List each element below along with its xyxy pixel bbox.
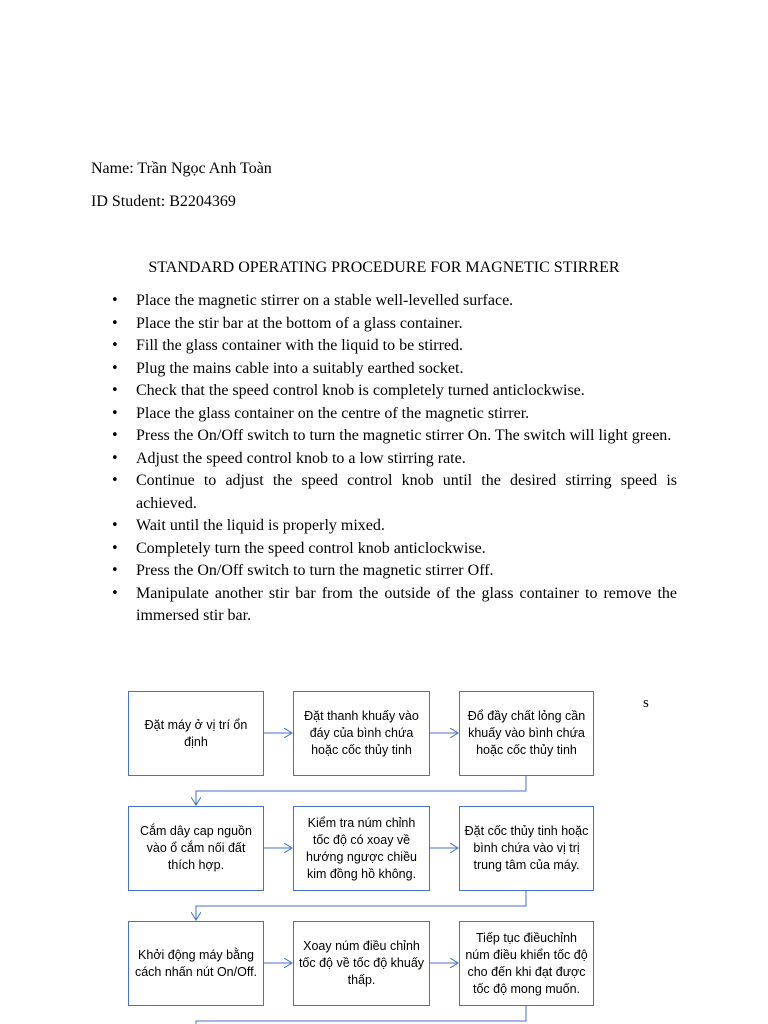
- procedure-step-10: • Wait until the liquid is properly mixed.: [136, 515, 677, 538]
- procedure-step-12: • Press the On/Off switch to turn the magnetic stirrer Off.: [136, 560, 677, 583]
- procedure-step-4: • Plug the mains cable into a suitably earthed socket.: [136, 358, 677, 381]
- procedure-step-1: • Place the magnetic stirrer on a stable well-levelled surface.: [136, 290, 677, 313]
- procedure-step-8: • Adjust the speed control knob to a low stirring rate.: [136, 448, 677, 471]
- procedure-step-3: • Fill the glass container with the liquid to be stirred.: [136, 335, 677, 358]
- procedure-step-2: • Place the stir bar at the bottom of a glass container.: [136, 313, 677, 336]
- flow-step-9: Tiếp tục điềuchỉnh núm điều khiển tốc độ cho đến khi đạt được tốc độ mong muốn.: [459, 921, 594, 1006]
- student-name: Name: Trần Ngọc Anh Toàn: [91, 160, 272, 177]
- arrow-3-4: [196, 775, 526, 805]
- flow-step-8: Xoay núm điều chỉnh tốc độ về tốc độ khuấy thấp.: [293, 921, 430, 1006]
- arrow-6-7: [196, 890, 526, 920]
- arrow-9-next: [196, 1005, 526, 1024]
- flow-step-2: Đặt thanh khuấy vào đáy của bình chứa hoặc cốc thủy tinh: [293, 691, 430, 776]
- flow-step-1: Đặt máy ở vị trí ổn định: [128, 691, 264, 776]
- procedure-step-11: • Completely turn the speed control knob anticlockwise.: [136, 538, 677, 561]
- procedure-step-7: • Press the On/Off switch to turn the magnetic stirrer On. The switch will light green.: [136, 425, 677, 448]
- student-id: ID Student: B2204369: [91, 193, 236, 210]
- procedure-step-9: • Continue to adjust the speed control knob until the desired stirring speed is achieved.: [136, 470, 677, 515]
- flow-step-3: Đổ đầy chất lỏng cần khuấy vào bình chứa hoặc cốc thủy tinh: [459, 691, 594, 776]
- procedure-step-5: • Check that the speed control knob is completely turned anticlockwise.: [136, 380, 677, 403]
- document-title: STANDARD OPERATING PROCEDURE FOR MAGNETIC STIRRER: [148, 259, 620, 276]
- flow-step-7: Khởi động máy bằng cách nhấn nút On/Off.: [128, 921, 264, 1006]
- procedure-step-6: • Place the glass container on the centre of the magnetic stirrer.: [136, 403, 677, 426]
- stray-character: s: [643, 695, 649, 711]
- flow-step-6: Đặt cốc thủy tinh hoặc bình chứa vào vị trị trung tâm của máy.: [459, 806, 594, 891]
- flow-step-5: Kiểm tra núm chỉnh tốc độ có xoay về hướng ngược chiều kim đồng hồ không.: [293, 806, 430, 891]
- procedure-step-13: • Manipulate another stir bar from the outside of the glass container to remove the immersed stir bar.: [136, 583, 677, 628]
- flow-step-4: Cắm dây cap nguồn vào ổ cắm nối đất thích hợp.: [128, 806, 264, 891]
